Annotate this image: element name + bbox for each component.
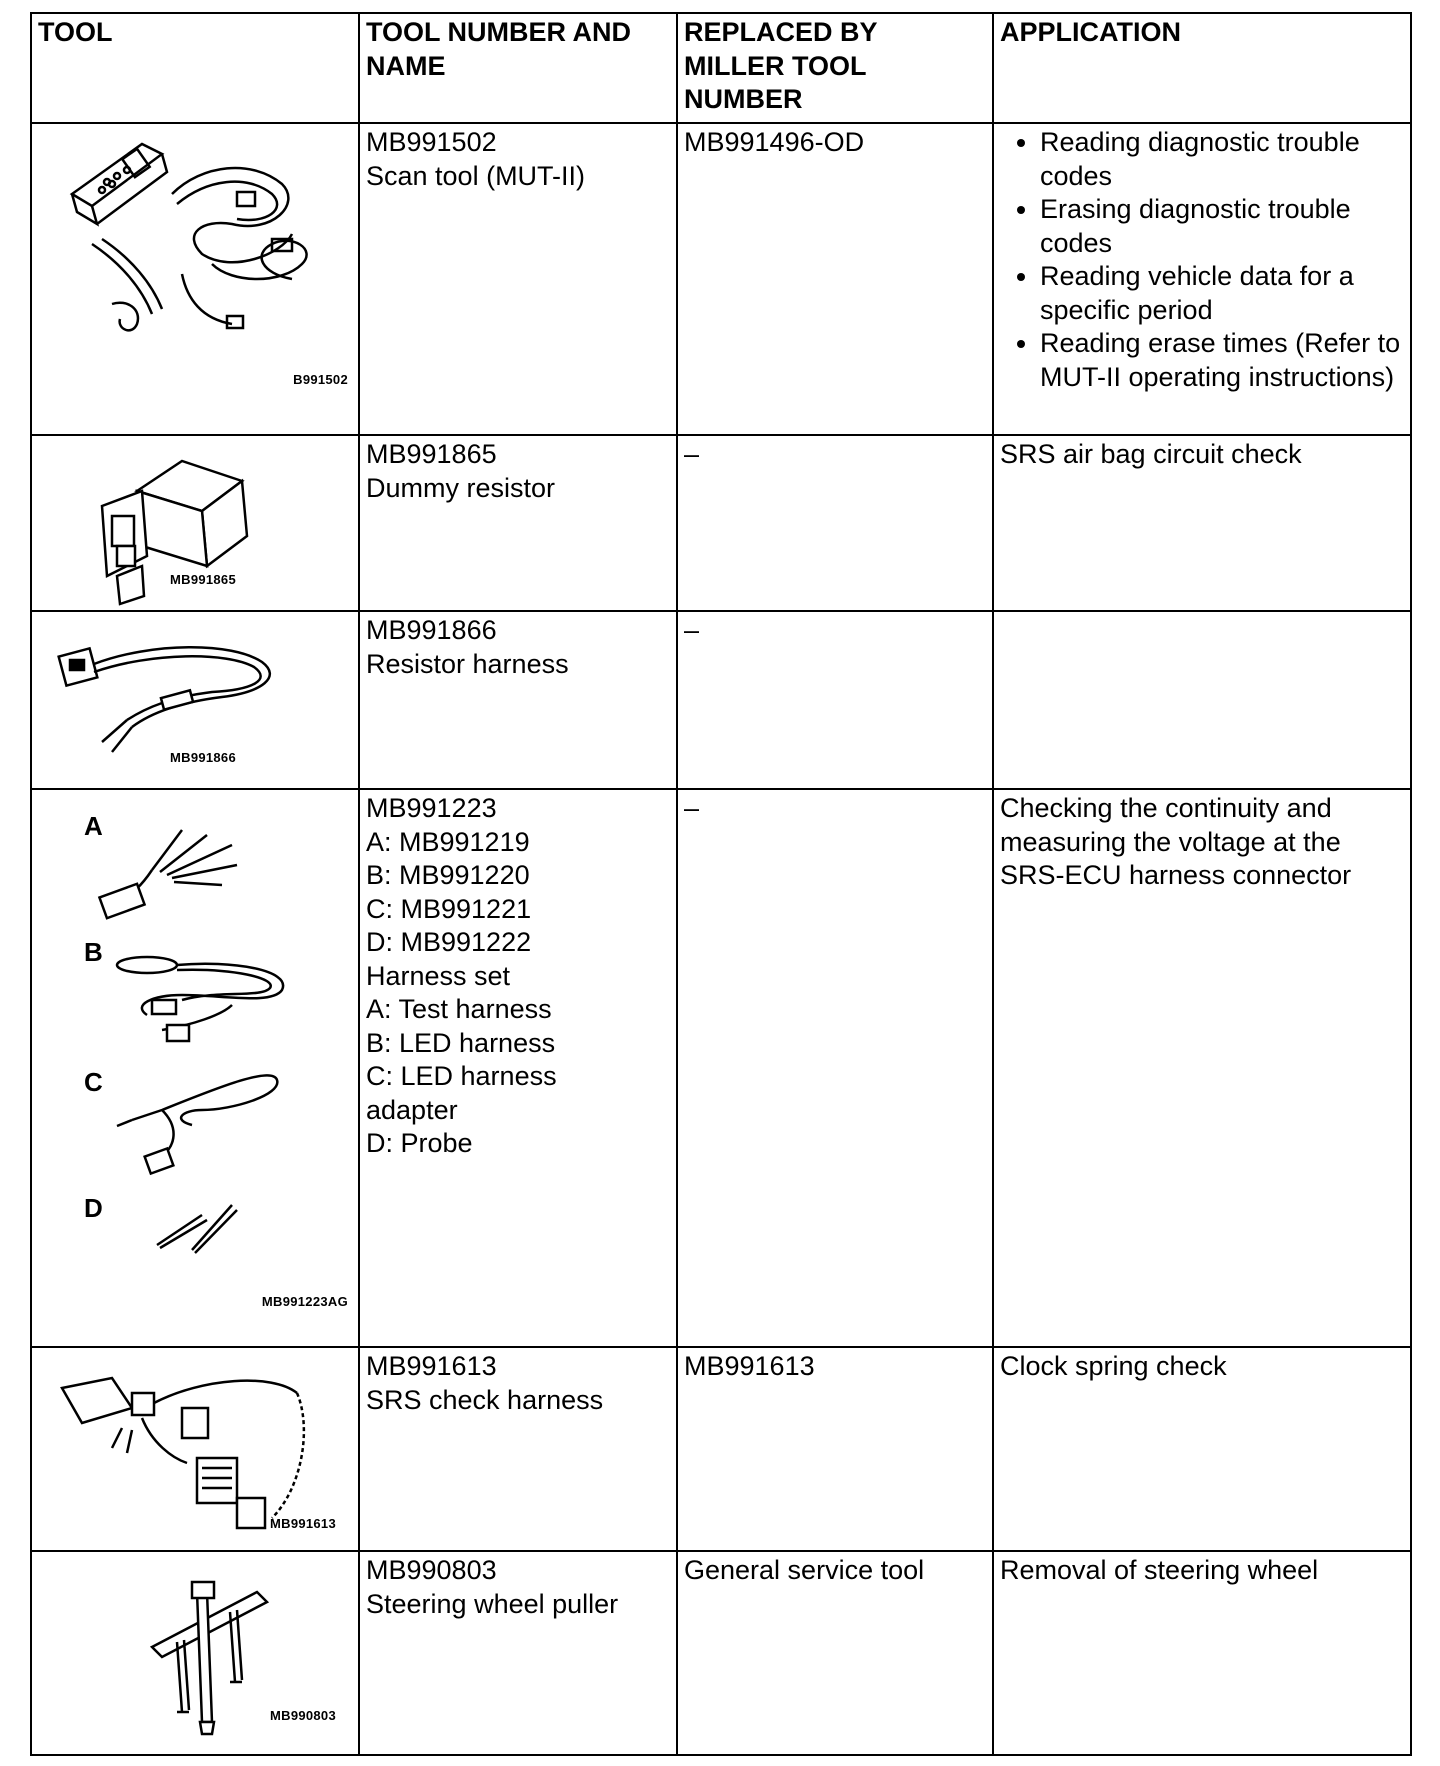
tool-name: Scan tool (MUT-II)	[366, 160, 586, 191]
header-application	[993, 13, 1411, 123]
header-tool-number	[359, 13, 677, 123]
tool-image-cell	[31, 1347, 359, 1551]
replaced-by-cell	[677, 1347, 993, 1551]
tool-number: MB991866	[366, 615, 497, 645]
tool-number-cell	[359, 611, 677, 789]
replaced-by-text: General service tool	[684, 1555, 925, 1585]
header-tool	[31, 13, 359, 123]
header-replaced-line: REPLACED BY	[684, 17, 878, 47]
tool-name-line: A: Test harness	[366, 994, 552, 1024]
application-cell	[993, 1551, 1411, 1755]
header-row	[31, 13, 1411, 123]
tool-image-label: MB991613	[270, 1515, 336, 1531]
replaced-by-cell	[677, 435, 993, 611]
header-application-text: APPLICATION	[1000, 17, 1181, 47]
tool-name-line: D: Probe	[366, 1128, 473, 1158]
harness-letter-c: C	[84, 1067, 103, 1097]
replaced-by-cell	[677, 123, 993, 435]
tool-number-cell	[359, 1347, 677, 1551]
tool-image-label: MB991223AG	[261, 1293, 348, 1309]
replaced-by-cell	[677, 1551, 993, 1755]
tool-name-line: adapter	[366, 1094, 458, 1125]
tool-number: MB991223	[366, 793, 497, 823]
table-row	[31, 1551, 1411, 1755]
tool-image-cell	[31, 435, 359, 611]
harness-letter-b: B	[84, 937, 103, 967]
tool-name: Resistor harness	[366, 648, 569, 679]
header-number-line: NAME	[366, 50, 446, 81]
tool-name-line: B: LED harness	[366, 1027, 556, 1058]
application-bullet: • Erasing diagnostic trouble codes	[1040, 193, 1404, 260]
replaced-by-text: MB991496-OD	[684, 127, 865, 157]
application-text: Clock spring check	[1000, 1351, 1227, 1381]
tool-number-cell	[359, 435, 677, 611]
harness-letter-d: D	[84, 1193, 103, 1223]
application-text: Removal of steering wheel	[1000, 1555, 1319, 1585]
application-bullet: • Reading diagnostic trouble codes	[1040, 126, 1404, 193]
replaced-by-text: –	[684, 439, 700, 469]
tool-number: MB991502	[366, 127, 497, 157]
application-cell	[993, 123, 1411, 435]
table-row	[31, 1347, 1411, 1551]
application-line: measuring the voltage at the	[1000, 826, 1341, 857]
special-tools-table	[30, 12, 1412, 1756]
application-cell	[993, 435, 1411, 611]
tool-image-label: MB991866	[170, 749, 236, 765]
table-row	[31, 789, 1411, 1347]
table-row	[31, 435, 1411, 611]
tool-name: Steering wheel puller	[366, 1588, 619, 1619]
replaced-by-cell	[677, 611, 993, 789]
application-bullet: • Reading vehicle data for a specific period	[1040, 260, 1404, 327]
tool-name: Harness set	[366, 960, 511, 991]
tool-number-cell	[359, 789, 677, 1347]
tool-name-line: C: LED harness	[366, 1061, 557, 1091]
header-number-line: TOOL NUMBER AND	[366, 17, 632, 47]
replaced-by-text: –	[684, 793, 700, 823]
tool-number-line: A: MB991219	[366, 826, 530, 857]
tool-image-cell	[31, 611, 359, 789]
application-bullet: • Reading erase times (Refer to MUT-II operating instructions)	[1040, 327, 1404, 394]
tool-number-line: B: MB991220	[366, 860, 530, 890]
application-line: SRS-ECU harness connector	[1000, 860, 1352, 890]
tool-image-label: MB990803	[270, 1707, 336, 1723]
tool-name: Dummy resistor	[366, 472, 556, 503]
header-replaced-line: MILLER TOOL	[684, 50, 867, 81]
harness-set-icon	[32, 790, 356, 1344]
replaced-by-cell	[677, 789, 993, 1347]
table-row	[31, 123, 1411, 435]
tool-image-label: B991502	[293, 371, 348, 387]
tool-number-line: D: MB991222	[366, 927, 532, 957]
tool-number-cell	[359, 123, 677, 435]
tool-image-cell	[31, 789, 359, 1347]
application-cell	[993, 1347, 1411, 1551]
table-row	[31, 611, 1411, 789]
tool-number: MB990803	[366, 1555, 497, 1585]
header-tool-text: TOOL	[38, 17, 113, 47]
replaced-by-text: –	[684, 615, 700, 645]
tool-image-cell	[31, 123, 359, 435]
tool-image-label: MB991865	[170, 571, 236, 587]
header-replaced-line: NUMBER	[684, 84, 803, 114]
application-line: Checking the continuity and	[1000, 793, 1332, 823]
application-cell	[993, 611, 1411, 789]
tool-number: MB991613	[366, 1351, 497, 1381]
application-cell	[993, 789, 1411, 1347]
harness-letter-a: A	[84, 811, 103, 841]
tool-name: SRS check harness	[366, 1384, 604, 1415]
tool-number: MB991865	[366, 439, 497, 469]
tool-number-cell	[359, 1551, 677, 1755]
application-text: SRS air bag circuit check	[1000, 439, 1302, 469]
tool-number-line: C: MB991221	[366, 893, 532, 924]
header-replaced-by	[677, 13, 993, 123]
tool-image-cell	[31, 1551, 359, 1755]
replaced-by-text: MB991613	[684, 1351, 815, 1381]
